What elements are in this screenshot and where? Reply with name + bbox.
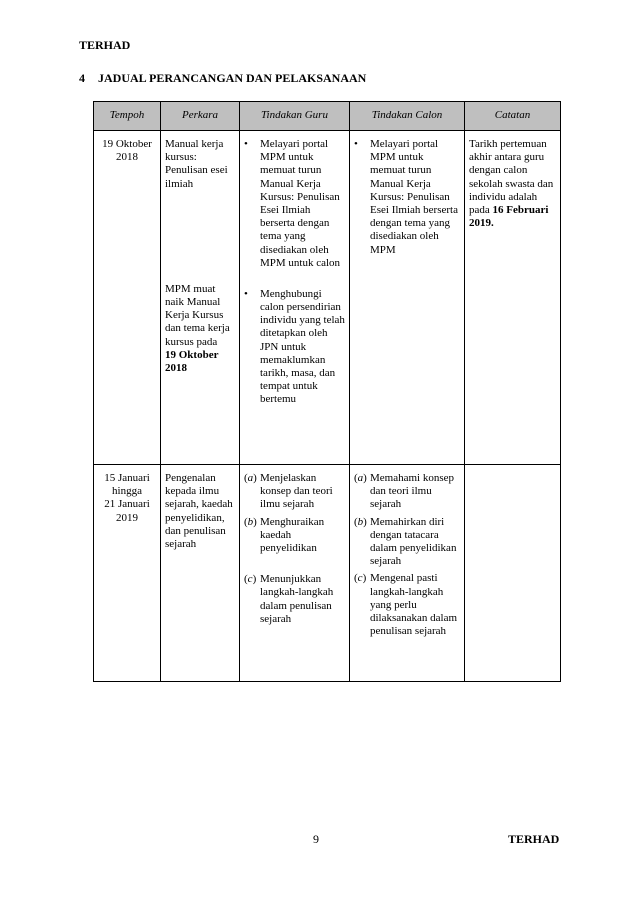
col-header-catatan: Catatan: [465, 102, 561, 131]
schedule-table: [93, 101, 561, 682]
item-label: b: [357, 515, 364, 528]
bullet-icon: •: [244, 287, 248, 300]
col-header-tempoh: Tempoh: [94, 102, 161, 131]
item-label: c: [247, 573, 253, 586]
section-number: 4: [79, 71, 85, 85]
item-label: a: [247, 472, 254, 484]
tempoh-start: 15 Januari: [104, 472, 150, 484]
calon-item-text: Mengenal pasti langkah-langkah yang perlu dilaksanakan dalam penulisan sejarah: [370, 572, 458, 638]
section-title: JADUAL PERANCANGAN DAN PELAKSANAAN: [98, 71, 367, 85]
cell-tindakan-guru: [240, 465, 350, 682]
col-header-perkara: Perkara: [161, 102, 240, 131]
guru-item-text: Menunjukkan langkah-langkah dalam penulisan sejarah: [260, 573, 334, 625]
calon-item-text: Memahirkan diri dengan tatacara dalam penyelidikan sejarah: [370, 515, 457, 568]
perkara-upload-text: MPM muat naik Manual Kerja Kursus dan tema kerja kursus pada: [165, 282, 230, 348]
list-item: [244, 288, 345, 407]
cell-catatan: [465, 465, 561, 682]
cell-tindakan-calon: [350, 465, 465, 682]
page-number: 9: [313, 832, 319, 846]
cell-tindakan-guru: [240, 131, 350, 465]
header-classification: TERHAD: [79, 38, 131, 52]
list-item: (a) Memahami konsep dan teori ilmu sejarah: [354, 472, 460, 512]
list-item: (b) Memahirkan diri dengan tatacara dalam penyelidikan sejarah: [354, 516, 460, 569]
guru-item-text: Menghuraikan kaedah penyelidikan: [260, 515, 325, 554]
bullet-icon: •: [354, 138, 358, 150]
perkara-text: Manual kerja kursus: Penulisan esei ilmiah: [165, 138, 228, 190]
guru-action-text: Menghubungi calon persendirian individu yang telah ditetapkan oleh JPN untuk memaklumkan tarikh, masa, dan tempat untuk bertemu: [260, 287, 345, 406]
cell-tempoh: 19 Oktober 2018: [94, 131, 161, 465]
table-row: [94, 465, 561, 682]
item-label: c: [357, 572, 363, 585]
list-item: (c) Menunjukkan langkah-langkah dalam penulisan sejarah: [244, 573, 345, 626]
list-item: (c) Mengenal pasti langkah-langkah yang perlu dilaksanakan dalam penulisan sejarah: [354, 572, 460, 638]
col-header-tindakan-calon: Tindakan Calon: [350, 102, 465, 131]
cell-tindakan-calon: [350, 131, 465, 465]
tempoh-end: 21 Januari 2019: [104, 498, 150, 524]
calon-action-text: Melayari portal MPM untuk memuat turun Manual Kerja Kursus: Penulisan Esei Ilmiah berserta dengan tema yang disediakan oleh MPM: [370, 138, 458, 256]
table-row: [94, 131, 561, 465]
section-heading: [79, 71, 366, 86]
cell-perkara: [161, 131, 240, 465]
cell-tempoh: [94, 465, 161, 682]
cell-perkara: Pengenalan kepada ilmu sejarah, kaedah penyelidikan, dan penulisan sejarah: [161, 465, 240, 682]
col-header-tindakan-guru: Tindakan Guru: [240, 102, 350, 131]
catatan-date: 16 Februari 2019.: [469, 203, 549, 230]
list-item: (a) Menjelaskan konsep dan teori ilmu sejarah: [244, 472, 345, 512]
list-item: [244, 138, 345, 270]
item-label: a: [357, 472, 364, 484]
list-item: (b) Menghuraikan kaedah penyelidikan: [244, 516, 345, 556]
table-header-row: [94, 102, 561, 131]
perkara-upload-date: 19 Oktober 2018: [165, 348, 219, 374]
tempoh-hingga: hingga: [112, 485, 142, 498]
calon-item-text: Memahami konsep dan teori ilmu sejarah: [370, 472, 455, 511]
cell-catatan: [465, 131, 561, 465]
catatan-text: Tarikh pertemuan akhir antara guru dengan calon sekolah swasta dan individu adalah pada: [469, 138, 554, 216]
list-item: [354, 138, 460, 257]
guru-item-text: Menjelaskan konsep dan teori ilmu sejarah: [260, 472, 333, 511]
guru-action-text: Melayari portal MPM untuk memuat turun Manual Kerja Kursus: Penulisan Esei Ilmiah berserta dengan tema yang disediakan oleh MPM untuk calon: [260, 138, 341, 269]
bullet-icon: •: [244, 138, 248, 150]
footer-classification: TERHAD: [508, 832, 560, 846]
item-label: b: [247, 515, 254, 528]
